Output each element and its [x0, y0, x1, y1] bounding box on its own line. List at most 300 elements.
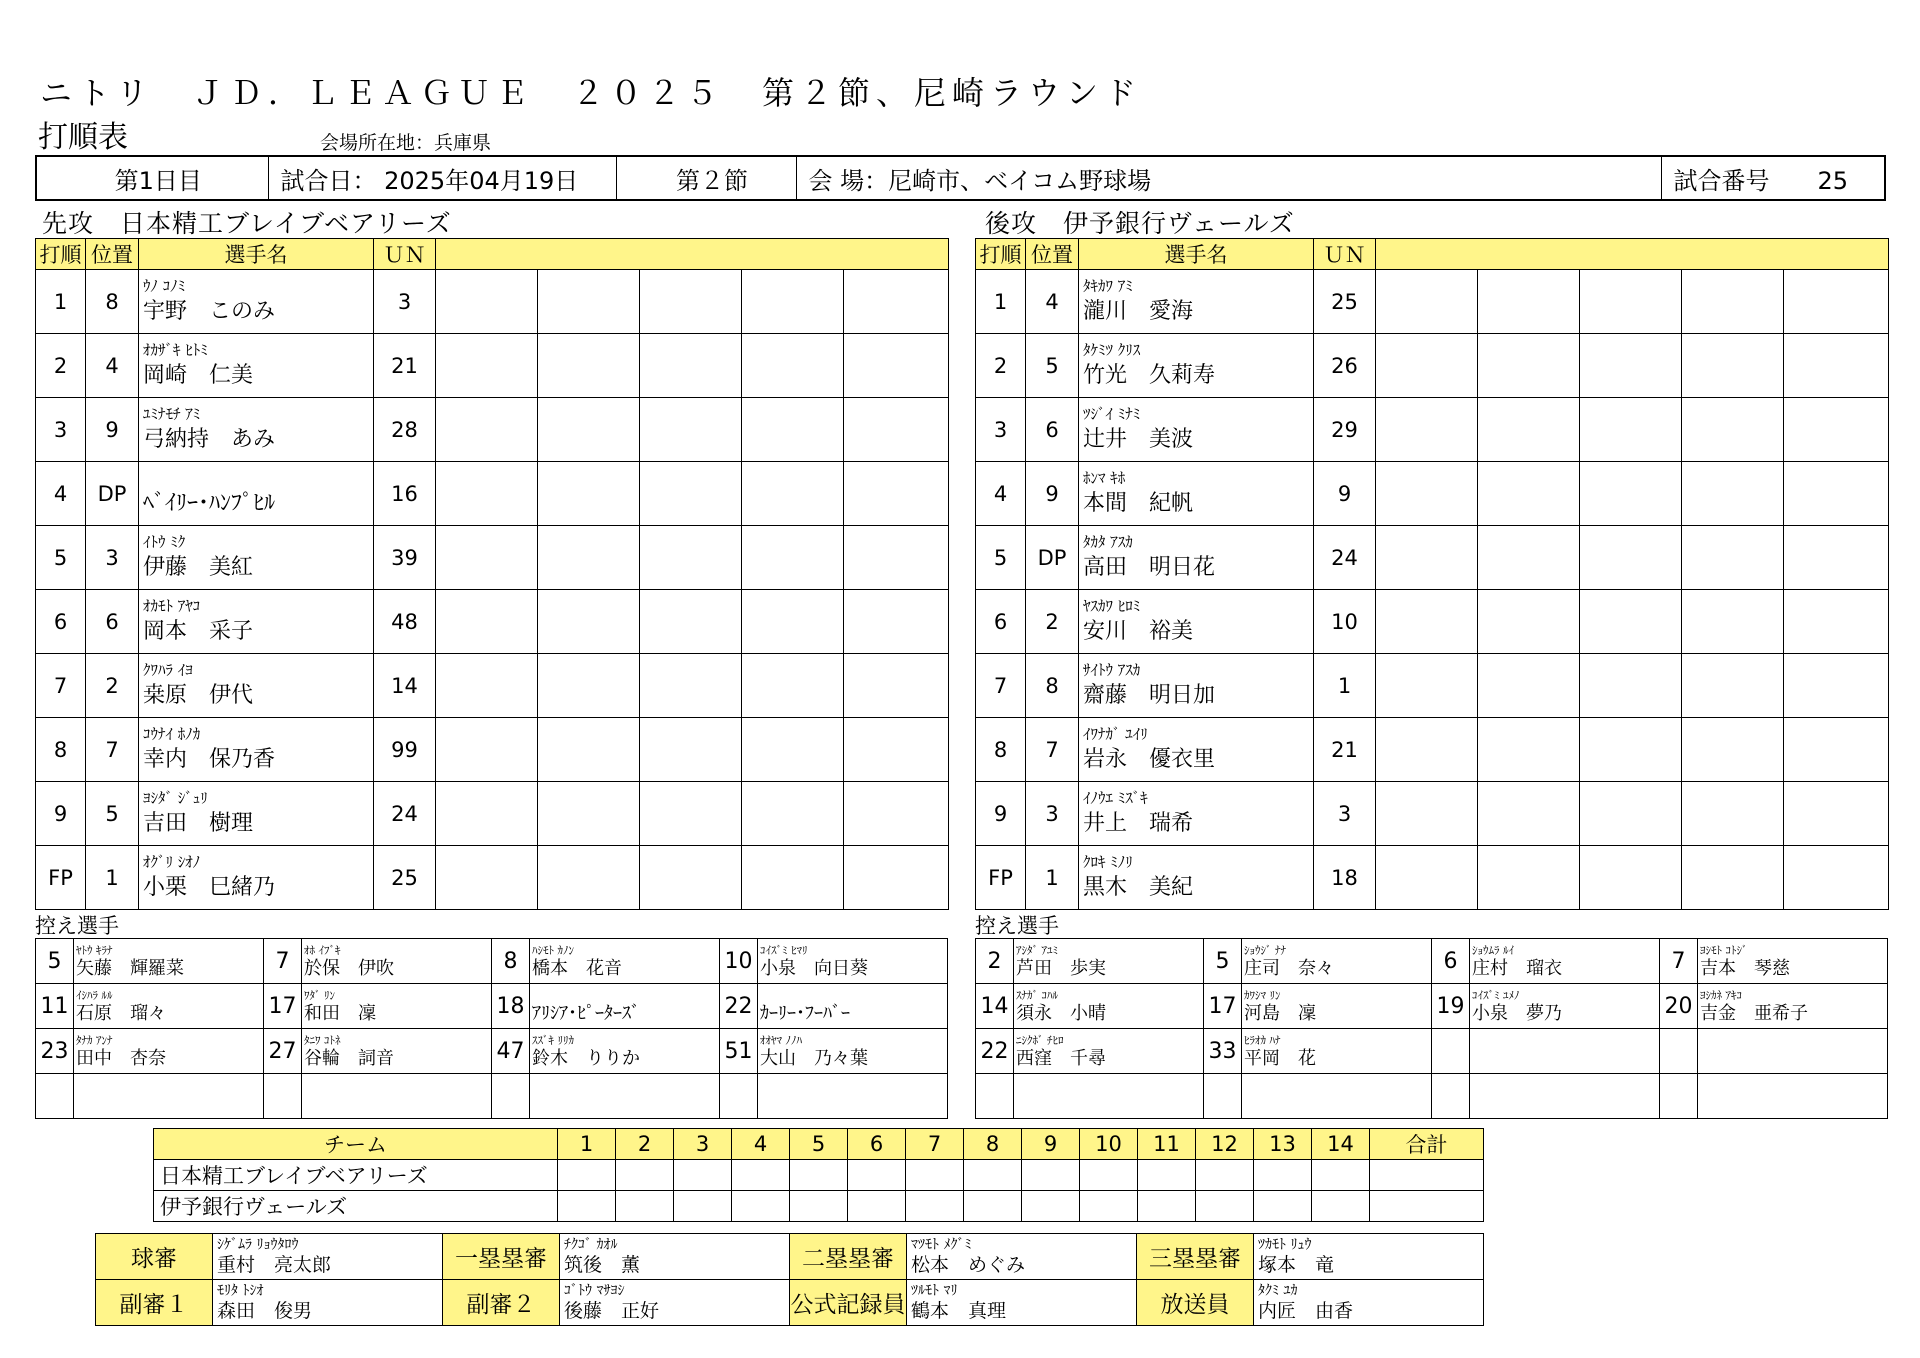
- inning-header: 4: [732, 1129, 790, 1160]
- empty-cell: [844, 462, 949, 526]
- reserve-number: 8: [492, 939, 530, 984]
- col-name-header: 選手名: [1079, 239, 1314, 270]
- lineup-row: [36, 526, 949, 590]
- reserve-player: [302, 984, 492, 1029]
- reserve-name: 河島 凜: [1244, 1002, 1316, 1024]
- reserve-player: [74, 939, 264, 984]
- reserve-player: [1698, 984, 1888, 1029]
- score-cell: [906, 1160, 964, 1191]
- lineup-row: [976, 718, 1889, 782]
- player-name: 伊藤 美紅: [143, 555, 254, 581]
- player-name: 齋藤 明日加: [1083, 683, 1216, 709]
- score-cell: [732, 1191, 790, 1222]
- reserve-name: 小泉 夢乃: [1472, 1002, 1562, 1024]
- lineup-row: [36, 398, 949, 462]
- empty-cell: [844, 526, 949, 590]
- reserve-name: ｱﾘｼｱ･ﾋﾟｰﾀｰｽﾞ: [532, 1002, 640, 1024]
- batting-order: 3: [976, 398, 1026, 462]
- score-cell: [1370, 1191, 1484, 1222]
- umpire-name: 松本 めぐみ: [911, 1254, 1026, 1276]
- reserve-kana: ｵﾎ ｲﾌﾞｷ: [304, 943, 341, 957]
- umpire-name-cell: [1254, 1280, 1484, 1326]
- scoreboard-team-name: 伊予銀行ヴェールズ: [154, 1191, 558, 1222]
- empty-cell: [538, 590, 640, 654]
- empty-cell: [1784, 846, 1889, 910]
- reserve-kana: ﾖｼｶﾈ ｱｷｺ: [1700, 988, 1742, 1002]
- reserve-row: [36, 1029, 948, 1074]
- player-kana: ﾀｹﾐﾂ ｸﾘｽ: [1083, 341, 1141, 360]
- empty-cell: [1478, 782, 1580, 846]
- player-name: 竹光 久莉寿: [1083, 363, 1216, 389]
- score-cell: [1196, 1160, 1254, 1191]
- player-name-cell: [1079, 782, 1314, 846]
- batting-order: 1: [36, 270, 86, 334]
- position: 9: [86, 398, 139, 462]
- empty-cell: [742, 462, 844, 526]
- batting-order: 2: [976, 334, 1026, 398]
- umpire-name: 内匠 由香: [1258, 1300, 1354, 1322]
- reserve-name: 須永 小晴: [1016, 1002, 1106, 1024]
- uniform-number: 21: [1314, 718, 1376, 782]
- empty-cell: [538, 334, 640, 398]
- player-name: 吉田 樹理: [143, 811, 254, 837]
- empty-cell: [1784, 270, 1889, 334]
- reserve-name: 芦田 歩実: [1016, 957, 1106, 979]
- player-name-cell: [1079, 462, 1314, 526]
- empty-cell: [1376, 590, 1478, 654]
- empty-cell: [1376, 654, 1478, 718]
- player-kana: ﾖｼﾀﾞ ｼﾞｭﾘ: [143, 789, 208, 808]
- score-cell: [1022, 1191, 1080, 1222]
- visitor-reserves-table: [35, 938, 948, 1119]
- reserve-name: 石原 瑠々: [76, 1002, 166, 1024]
- empty-cell: [844, 398, 949, 462]
- empty-cell: [1784, 398, 1889, 462]
- empty-cell: [36, 1074, 74, 1119]
- empty-cell: [1376, 270, 1478, 334]
- player-name: 安川 裕美: [1083, 619, 1194, 645]
- lineup-row: [976, 590, 1889, 654]
- reserve-name: 大山 乃々葉: [760, 1047, 868, 1069]
- empty-cell: [1580, 846, 1682, 910]
- reserve-name: 於保 伊吹: [304, 957, 394, 979]
- empty-cell: [538, 526, 640, 590]
- total-header: 合計: [1370, 1129, 1484, 1160]
- position: 1: [86, 846, 139, 910]
- player-name-cell: [1079, 334, 1314, 398]
- empty-cell: [1580, 462, 1682, 526]
- empty-cell: [436, 334, 538, 398]
- reserve-number: [1660, 1029, 1698, 1074]
- umpire-role: 放送員: [1137, 1280, 1254, 1326]
- score-cell: [616, 1160, 674, 1191]
- score-cell: [1022, 1160, 1080, 1191]
- reserve-number: 17: [264, 984, 302, 1029]
- reserve-player: [1242, 939, 1432, 984]
- position: DP: [86, 462, 139, 526]
- score-cell: [674, 1160, 732, 1191]
- home-reserves-table: [975, 938, 1888, 1119]
- empty-cell: [1682, 590, 1784, 654]
- empty-cell: [844, 590, 949, 654]
- empty-cell: [1432, 1074, 1470, 1119]
- inning-header: 11: [1138, 1129, 1196, 1160]
- game-header: [35, 155, 1886, 201]
- batting-order: 5: [36, 526, 86, 590]
- inning-header: 9: [1022, 1129, 1080, 1160]
- reserve-row-empty: [36, 1074, 948, 1119]
- uniform-number: 29: [1314, 398, 1376, 462]
- empty-cell: [640, 270, 742, 334]
- player-name-cell: [1079, 718, 1314, 782]
- lineup-row: [36, 334, 949, 398]
- reserve-name: 庄司 奈々: [1244, 957, 1334, 979]
- umpire-kana: ﾂｶﾓﾄ ﾘｭｳ: [1258, 1237, 1312, 1253]
- umpire-name-cell: [907, 1234, 1137, 1280]
- empty-cell: [1580, 782, 1682, 846]
- empty-cell: [538, 654, 640, 718]
- document-subtitle: 打順表: [38, 120, 128, 155]
- batting-order: 8: [36, 718, 86, 782]
- empty-cell: [1014, 1074, 1204, 1119]
- reserve-name: 庄村 瑠衣: [1472, 957, 1562, 979]
- position: DP: [1026, 526, 1079, 590]
- position: 7: [86, 718, 139, 782]
- empty-cell: [1784, 590, 1889, 654]
- player-kana: ﾂｼﾞｲ ﾐﾅﾐ: [1083, 405, 1141, 424]
- reserve-player: [1014, 984, 1204, 1029]
- uniform-number: 99: [374, 718, 436, 782]
- empty-cell: [302, 1074, 492, 1119]
- score-cell: [1080, 1191, 1138, 1222]
- score-cell: [964, 1160, 1022, 1191]
- position: 7: [1026, 718, 1079, 782]
- empty-cell: [1376, 846, 1478, 910]
- empty-cell: [1376, 398, 1478, 462]
- player-kana: ｲﾉｳｴ ﾐｽﾞｷ: [1083, 789, 1148, 808]
- uniform-number: 16: [374, 462, 436, 526]
- reserve-player: [1698, 1029, 1888, 1074]
- batting-order: 1: [976, 270, 1026, 334]
- player-name: 幸内 保乃香: [143, 747, 276, 773]
- position: 5: [86, 782, 139, 846]
- uniform-number: 10: [1314, 590, 1376, 654]
- player-name: 弓納持 あみ: [143, 427, 276, 453]
- reserve-kana: [1472, 1044, 1659, 1059]
- empty-cell: [640, 526, 742, 590]
- col-un-header: ＵＮ: [1314, 239, 1376, 270]
- lineup-row: [36, 718, 949, 782]
- empty-cell: [1376, 718, 1478, 782]
- game-venue: 会 場：尼崎市、ベイコム野球場: [796, 156, 1661, 200]
- empty-cell: [1478, 590, 1580, 654]
- reserve-number: 22: [720, 984, 758, 1029]
- reserve-kana: ｼｮｳｼﾞ ﾅﾅ: [1244, 943, 1286, 957]
- reserve-row: [976, 1029, 1888, 1074]
- player-name-cell: [139, 718, 374, 782]
- umpire-kana: ﾓﾘﾀ ﾄｼｵ: [217, 1283, 264, 1299]
- empty-cell: [742, 270, 844, 334]
- empty-cell: [1784, 334, 1889, 398]
- umpire-role: 二塁塁審: [790, 1234, 907, 1280]
- reserve-number: 5: [1204, 939, 1242, 984]
- empty-cell: [640, 846, 742, 910]
- player-kana: ﾀｶﾀ ｱｽｶ: [1083, 533, 1133, 552]
- umpire-kana: ﾁｸｺﾞ ｶｵﾙ: [564, 1237, 618, 1253]
- batting-order: 3: [36, 398, 86, 462]
- batting-order: 4: [36, 462, 86, 526]
- game-day: 第1日目: [36, 156, 268, 200]
- player-kana: ｵｸﾞﾘ ｼｵﾉ: [143, 853, 201, 872]
- empty-cell: [1784, 654, 1889, 718]
- umpire-role: 副審２: [443, 1280, 560, 1326]
- reserve-number: [1432, 1029, 1470, 1074]
- umpire-kana: ﾀｸﾐ ﾕｶ: [1258, 1283, 1298, 1299]
- player-kana: ｵｶｻﾞｷ ﾋﾄﾐ: [143, 341, 208, 360]
- umpire-role: 副審１: [96, 1280, 213, 1326]
- reserve-name: 鈴木 りりか: [532, 1047, 640, 1069]
- position: 9: [1026, 462, 1079, 526]
- player-name-cell: [1079, 526, 1314, 590]
- umpire-name: 鶴本 真理: [911, 1300, 1007, 1322]
- reserve-kana: ｽｽﾞｷ ﾘﾘｶ: [532, 1033, 574, 1047]
- col-order-header: 打順: [976, 239, 1026, 270]
- umpire-name: 筑後 薫: [564, 1254, 641, 1276]
- empty-cell: [436, 846, 538, 910]
- reserve-number: 20: [1660, 984, 1698, 1029]
- header-blank: [436, 239, 949, 270]
- uniform-number: 48: [374, 590, 436, 654]
- reserve-number: 33: [1204, 1029, 1242, 1074]
- reserve-kana: ｽﾅｶﾞ ｺﾊﾙ: [1016, 988, 1058, 1002]
- inning-header: 13: [1254, 1129, 1312, 1160]
- reserve-player: [302, 1029, 492, 1074]
- scoreboard-row: [154, 1191, 1484, 1222]
- reserve-kana: ﾖｼﾓﾄ ｺﾄｼﾞ: [1700, 943, 1748, 957]
- player-name: ﾍﾞｲﾘｰ･ﾊﾝﾌﾟﾋﾙ: [143, 491, 276, 517]
- empty-cell: [640, 782, 742, 846]
- position: 6: [86, 590, 139, 654]
- empty-cell: [742, 782, 844, 846]
- empty-cell: [1682, 718, 1784, 782]
- empty-cell: [1784, 782, 1889, 846]
- empty-cell: [640, 654, 742, 718]
- score-cell: [1312, 1160, 1370, 1191]
- player-name-cell: [139, 334, 374, 398]
- empty-cell: [1784, 526, 1889, 590]
- uniform-number: 28: [374, 398, 436, 462]
- col-order-header: 打順: [36, 239, 86, 270]
- empty-cell: [1682, 526, 1784, 590]
- player-name: 黒木 美紀: [1083, 875, 1194, 901]
- uniform-number: 18: [1314, 846, 1376, 910]
- scoreboard-team-header: チーム: [154, 1129, 558, 1160]
- empty-cell: [1478, 398, 1580, 462]
- inning-header: 10: [1080, 1129, 1138, 1160]
- batting-order: 2: [36, 334, 86, 398]
- game-date: 試合日： 2025年04月19日: [268, 156, 616, 200]
- empty-cell: [1682, 334, 1784, 398]
- empty-cell: [538, 718, 640, 782]
- reserve-row: [36, 984, 948, 1029]
- empty-cell: [640, 398, 742, 462]
- lineup-row: [976, 654, 1889, 718]
- reserve-name: 矢藤 輝羅菜: [76, 957, 184, 979]
- umpire-role: 一塁塁審: [443, 1234, 560, 1280]
- score-cell: [732, 1160, 790, 1191]
- empty-cell: [1478, 334, 1580, 398]
- empty-cell: [1376, 782, 1478, 846]
- reserve-player: [530, 984, 720, 1029]
- empty-cell: [976, 1074, 1014, 1119]
- reserve-number: 6: [1432, 939, 1470, 984]
- inning-header: 5: [790, 1129, 848, 1160]
- empty-cell: [436, 462, 538, 526]
- reserve-kana: ｺｲｽﾞﾐ ﾕﾒﾉ: [1472, 988, 1520, 1002]
- lineup-row: [36, 590, 949, 654]
- reserve-number: 51: [720, 1029, 758, 1074]
- reserve-kana: ｼｮｳﾑﾗ ﾙｲ: [1472, 943, 1514, 957]
- inning-header: 2: [616, 1129, 674, 1160]
- empty-cell: [742, 398, 844, 462]
- reserve-player: [1242, 1029, 1432, 1074]
- empty-cell: [530, 1074, 720, 1119]
- empty-cell: [538, 398, 640, 462]
- player-kana: ｲﾄｳ ﾐｸ: [143, 533, 186, 552]
- lineup-row: [36, 462, 949, 526]
- position: 2: [1026, 590, 1079, 654]
- batting-order: 9: [36, 782, 86, 846]
- umpire-name: 塚本 竜: [1258, 1254, 1335, 1276]
- player-kana: ｺｳﾅｲ ﾎﾉｶ: [143, 725, 201, 744]
- uniform-number: 9: [1314, 462, 1376, 526]
- col-name-header: 選手名: [139, 239, 374, 270]
- score-cell: [558, 1160, 616, 1191]
- umpire-name: 重村 亮太郎: [217, 1254, 332, 1276]
- reserve-kana: [1700, 1044, 1887, 1059]
- uniform-number: 1: [1314, 654, 1376, 718]
- game-number-label: 試合番号: [1673, 166, 1770, 195]
- reserve-player: [1014, 1029, 1204, 1074]
- player-name-cell: [139, 654, 374, 718]
- batting-order: 8: [976, 718, 1026, 782]
- umpire-name-cell: [213, 1234, 443, 1280]
- lineup-row: [36, 654, 949, 718]
- empty-cell: [844, 654, 949, 718]
- col-pos-header: 位置: [1026, 239, 1079, 270]
- reserve-number: 7: [264, 939, 302, 984]
- score-cell: [1370, 1160, 1484, 1191]
- position: 3: [86, 526, 139, 590]
- reserve-number: 23: [36, 1029, 74, 1074]
- empty-cell: [1478, 846, 1580, 910]
- reserve-player: [530, 939, 720, 984]
- visitor-lineup-table: [35, 238, 949, 910]
- batting-order: 7: [36, 654, 86, 718]
- inning-header: 12: [1196, 1129, 1254, 1160]
- scoreboard: [153, 1128, 1484, 1222]
- empty-cell: [1478, 462, 1580, 526]
- reserve-player: [74, 1029, 264, 1074]
- reserve-row: [36, 939, 948, 984]
- umpire-role: 球審: [96, 1234, 213, 1280]
- inning-header: 8: [964, 1129, 1022, 1160]
- reserve-number: 11: [36, 984, 74, 1029]
- reserve-name: 吉本 琴慈: [1700, 957, 1790, 979]
- empty-cell: [1682, 654, 1784, 718]
- player-name-cell: [139, 846, 374, 910]
- empty-cell: [538, 270, 640, 334]
- uniform-number: 24: [374, 782, 436, 846]
- player-kana: [143, 470, 373, 492]
- reserve-kana: ﾀﾅｶ ｱﾝﾅ: [76, 1033, 113, 1047]
- reserve-number: 2: [976, 939, 1014, 984]
- empty-cell: [1682, 846, 1784, 910]
- player-name: 岡崎 仁美: [143, 363, 254, 389]
- home-lineup-table: [975, 238, 1889, 910]
- venue-location: 会場所在地：兵庫県: [320, 132, 492, 154]
- player-name: 瀧川 愛海: [1083, 299, 1194, 325]
- batting-order: 6: [36, 590, 86, 654]
- reserve-number: 7: [1660, 939, 1698, 984]
- reserve-name: 小泉 向日葵: [760, 957, 868, 979]
- reserve-number: 17: [1204, 984, 1242, 1029]
- score-cell: [1138, 1160, 1196, 1191]
- empty-cell: [844, 270, 949, 334]
- reserve-player: [1470, 984, 1660, 1029]
- score-cell: [1080, 1160, 1138, 1191]
- reserve-kana: ﾋﾗｵｶ ﾊﾅ: [1244, 1033, 1281, 1047]
- uniform-number: 25: [374, 846, 436, 910]
- empty-cell: [640, 718, 742, 782]
- umpire-row: [96, 1234, 1484, 1280]
- uniform-number: 26: [1314, 334, 1376, 398]
- position: 5: [1026, 334, 1079, 398]
- position: 8: [86, 270, 139, 334]
- reserve-kana: ﾆｼｸﾎﾞ ﾁﾋﾛ: [1016, 1033, 1064, 1047]
- position: 1: [1026, 846, 1079, 910]
- empty-cell: [758, 1074, 948, 1119]
- reserve-number: 47: [492, 1029, 530, 1074]
- uniform-number: 21: [374, 334, 436, 398]
- reserve-name: 平岡 花: [1244, 1047, 1316, 1069]
- reserve-kana: ﾀﾆﾜ ｺﾄﾈ: [304, 1033, 341, 1047]
- empty-cell: [1242, 1074, 1432, 1119]
- lineup-row: [36, 846, 949, 910]
- empty-cell: [844, 782, 949, 846]
- score-cell: [964, 1191, 1022, 1222]
- lineup-row: [36, 270, 949, 334]
- reserve-kana: ｶﾜｼﾏ ﾘﾝ: [1244, 988, 1281, 1002]
- umpire-kana: ﾏﾂﾓﾄ ﾒｸﾞﾐ: [911, 1237, 972, 1253]
- empty-cell: [1580, 718, 1682, 782]
- batting-order: FP: [976, 846, 1026, 910]
- uniform-number: 14: [374, 654, 436, 718]
- empty-cell: [1478, 654, 1580, 718]
- reserve-kana: ﾊｼﾓﾄ ｶﾉﾝ: [532, 943, 574, 957]
- header-blank: [1376, 239, 1889, 270]
- reserve-player: [1698, 939, 1888, 984]
- empty-cell: [1376, 526, 1478, 590]
- empty-cell: [264, 1074, 302, 1119]
- umpire-table: [95, 1233, 1484, 1326]
- empty-cell: [742, 590, 844, 654]
- empty-cell: [1682, 782, 1784, 846]
- reserve-name: 西窪 千尋: [1016, 1047, 1106, 1069]
- game-number: [1661, 156, 1885, 200]
- empty-cell: [1580, 590, 1682, 654]
- inning-header: 14: [1312, 1129, 1370, 1160]
